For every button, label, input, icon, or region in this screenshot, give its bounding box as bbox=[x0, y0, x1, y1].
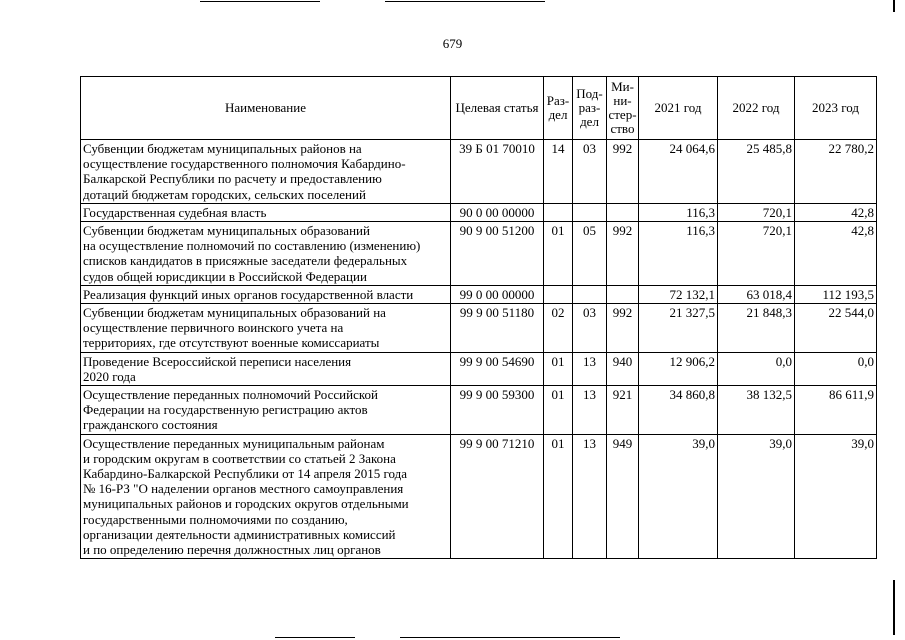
row-name-line: территориях, где отсутствуют военные комиссариаты bbox=[83, 335, 380, 351]
row-subsection: 05 bbox=[573, 222, 607, 286]
row-subsection bbox=[573, 285, 607, 303]
table-row bbox=[81, 434, 877, 559]
row-name bbox=[81, 140, 451, 204]
row-ministry: 992 bbox=[607, 222, 639, 286]
row-section: 02 bbox=[544, 304, 573, 353]
scan-edge-top bbox=[893, 0, 895, 12]
row-ministry bbox=[607, 285, 639, 303]
header-2022: 2022 год bbox=[718, 77, 795, 140]
row-2022: 38 132,5 bbox=[718, 386, 795, 435]
scan-line-top-right bbox=[385, 1, 545, 2]
scan-line-bottom-left bbox=[275, 637, 355, 638]
row-2023: 22 544,0 bbox=[795, 304, 877, 353]
row-name bbox=[81, 386, 451, 435]
row-2023: 39,0 bbox=[795, 434, 877, 559]
row-target: 99 9 00 51180 bbox=[451, 304, 544, 353]
row-name bbox=[81, 203, 451, 221]
row-name-line: 2020 года bbox=[83, 368, 136, 384]
row-name bbox=[81, 304, 451, 353]
row-name bbox=[81, 285, 451, 303]
row-ministry: 921 bbox=[607, 386, 639, 435]
row-name-line: Кабардино-Балкарской Республики от 14 апреля 2015 года bbox=[83, 466, 407, 482]
row-2023: 22 780,2 bbox=[795, 140, 877, 204]
row-name-line: Субвенции бюджетам муниципальных районов на bbox=[83, 141, 362, 156]
scan-line-top-left bbox=[200, 1, 320, 2]
row-2021: 72 132,1 bbox=[639, 285, 718, 303]
row-subsection: 13 bbox=[573, 352, 607, 385]
row-name-line: Государственная судебная власть bbox=[83, 204, 267, 220]
row-2021: 116,3 bbox=[639, 203, 718, 221]
row-target: 90 0 00 00000 bbox=[451, 203, 544, 221]
row-name bbox=[81, 434, 451, 559]
row-ministry: 940 bbox=[607, 352, 639, 385]
row-name-line: списков кандидатов в присяжные заседатели федеральных bbox=[83, 253, 408, 269]
row-subsection: 13 bbox=[573, 434, 607, 559]
row-2023: 42,8 bbox=[795, 203, 877, 221]
row-2022: 21 848,3 bbox=[718, 304, 795, 353]
table-row bbox=[81, 386, 877, 435]
row-subsection: 13 bbox=[573, 386, 607, 435]
row-2023: 86 611,9 bbox=[795, 386, 877, 435]
row-2022: 39,0 bbox=[718, 434, 795, 559]
row-name bbox=[81, 352, 451, 385]
row-name-line: Осуществление переданных муниципальным районам bbox=[83, 435, 385, 451]
row-name-line: муниципальных районов и городских округов отдельными bbox=[83, 496, 409, 512]
table-row bbox=[81, 203, 877, 221]
header-name: Наименование bbox=[81, 77, 451, 140]
table-row bbox=[81, 285, 877, 303]
row-name-line: и по определению перечня должностных лиц органов bbox=[83, 542, 381, 558]
header-target: Целевая статья bbox=[451, 77, 544, 140]
row-name-line: № 16-РЗ "О наделении органов местного самоуправления bbox=[83, 481, 404, 497]
scan-edge-right bbox=[893, 580, 895, 635]
header-section: Раз- дел bbox=[544, 77, 573, 140]
row-target: 99 9 00 71210 bbox=[451, 434, 544, 559]
row-subsection bbox=[573, 203, 607, 221]
row-name-line: организации деятельности административных комиссий bbox=[83, 526, 396, 542]
row-name-line: Осуществление переданных полномочий Российской bbox=[83, 387, 378, 403]
row-target: 99 9 00 59300 bbox=[451, 386, 544, 435]
budget-table bbox=[80, 76, 877, 559]
row-section: 01 bbox=[544, 222, 573, 286]
row-name-line: государственными полномочиями по созданию, bbox=[83, 511, 348, 527]
row-name-line: Федерации на государственную регистрацию актов bbox=[83, 402, 368, 418]
row-subsection: 03 bbox=[573, 140, 607, 204]
row-section bbox=[544, 203, 573, 221]
row-2022: 720,1 bbox=[718, 222, 795, 286]
row-name-line: гражданского состояния bbox=[83, 417, 218, 433]
row-2021: 34 860,8 bbox=[639, 386, 718, 435]
row-target: 39 Б 01 70010 bbox=[451, 140, 544, 204]
row-2023: 112 193,5 bbox=[795, 285, 877, 303]
row-section bbox=[544, 285, 573, 303]
page-number: 679 bbox=[442, 36, 463, 51]
row-name-line: осуществление первичного воинского учета на bbox=[83, 320, 344, 336]
row-2022: 25 485,8 bbox=[718, 140, 795, 204]
row-2022: 0,0 bbox=[718, 352, 795, 385]
row-name-line: судов общей юрисдикции в Российской Федерации bbox=[83, 268, 367, 284]
header-2023: 2023 год bbox=[795, 77, 877, 140]
row-name-line: Реализация функций иных органов государственной власти bbox=[83, 286, 414, 302]
table-row bbox=[81, 222, 877, 286]
row-target: 99 0 00 00000 bbox=[451, 285, 544, 303]
row-subsection: 03 bbox=[573, 304, 607, 353]
row-name-line: Субвенции бюджетам муниципальных образований на bbox=[83, 305, 386, 321]
row-ministry: 992 bbox=[607, 304, 639, 353]
row-name-line: на осуществление полномочий по составлению (изменению) bbox=[83, 238, 421, 254]
row-name-line: осуществление государственного полномочия Кабардино- bbox=[83, 156, 406, 172]
table-row bbox=[81, 140, 877, 204]
row-section: 01 bbox=[544, 352, 573, 385]
header-row bbox=[81, 77, 877, 140]
row-name-line: дотаций бюджетам городских, сельских поселений bbox=[83, 186, 366, 202]
row-name-line: и городским округам в соответствии со статьей 2 Закона bbox=[83, 450, 396, 466]
scan-line-bottom-right bbox=[400, 637, 620, 638]
row-ministry: 992 bbox=[607, 140, 639, 204]
row-section: 01 bbox=[544, 434, 573, 559]
row-target: 99 9 00 54690 bbox=[451, 352, 544, 385]
row-2021: 21 327,5 bbox=[639, 304, 718, 353]
row-name-line: Балкарской Республики по расчету и предоставлению bbox=[83, 171, 382, 187]
header-2021: 2021 год bbox=[639, 77, 718, 140]
row-section: 14 bbox=[544, 140, 573, 204]
row-2021: 116,3 bbox=[639, 222, 718, 286]
row-2021: 24 064,6 bbox=[639, 140, 718, 204]
row-2021: 39,0 bbox=[639, 434, 718, 559]
row-2023: 42,8 bbox=[795, 222, 877, 286]
row-ministry: 949 bbox=[607, 434, 639, 559]
header-subsection: Под- раз- дел bbox=[573, 77, 607, 140]
table-row bbox=[81, 352, 877, 385]
row-2023: 0,0 bbox=[795, 352, 877, 385]
row-name-line: Проведение Всероссийской переписи населения bbox=[83, 353, 352, 369]
row-name-line: Субвенции бюджетам муниципальных образований bbox=[83, 223, 370, 239]
header-ministry: Ми- ни- стер- ство bbox=[607, 77, 639, 140]
row-ministry bbox=[607, 203, 639, 221]
row-2022: 720,1 bbox=[718, 203, 795, 221]
row-name bbox=[81, 222, 451, 286]
row-section: 01 bbox=[544, 386, 573, 435]
row-2021: 12 906,2 bbox=[639, 352, 718, 385]
table-body bbox=[81, 140, 877, 559]
row-2022: 63 018,4 bbox=[718, 285, 795, 303]
table-row bbox=[81, 304, 877, 353]
row-target: 90 9 00 51200 bbox=[451, 222, 544, 286]
